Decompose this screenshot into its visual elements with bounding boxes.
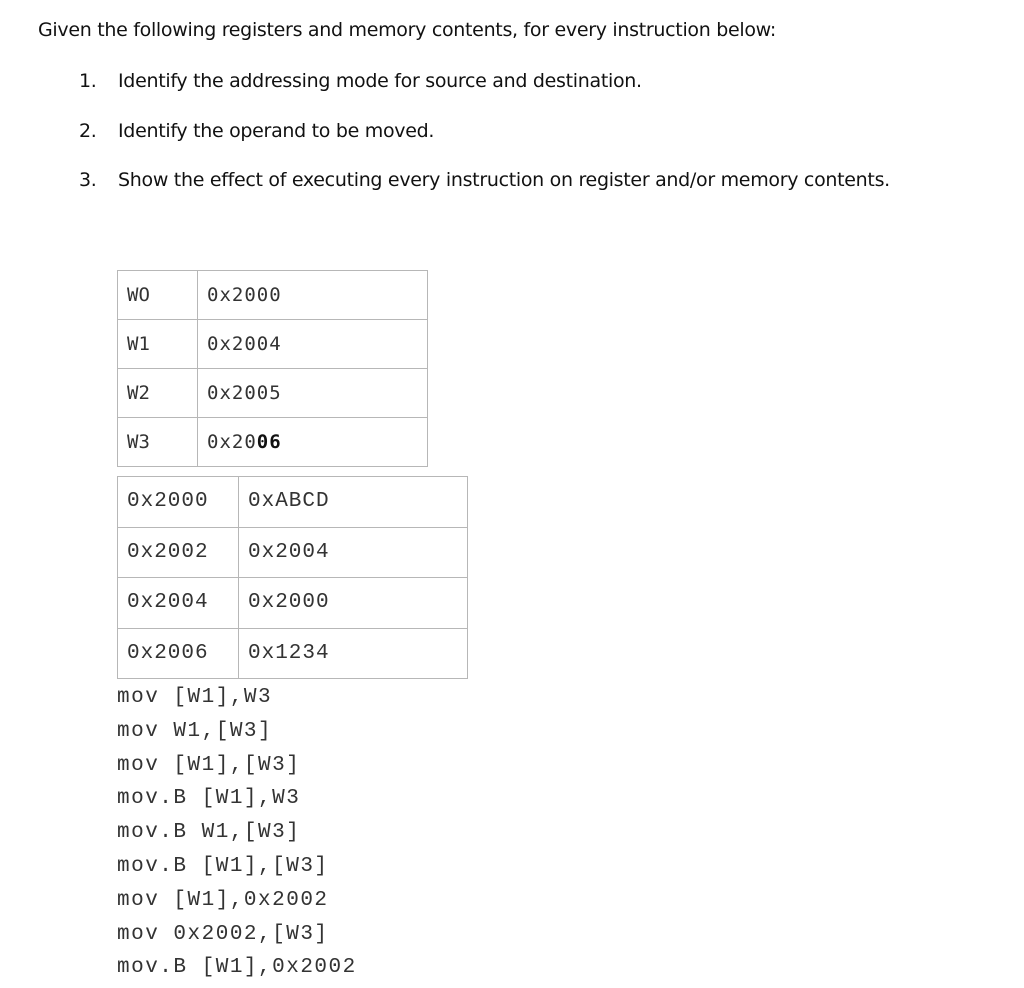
step-text: Show the effect of executing every instruction on register and/or memory contents. xyxy=(118,169,890,191)
instruction-line: mov [W1],0x2002 xyxy=(117,888,329,912)
register-value-prefix: 0x20 xyxy=(207,431,257,453)
register-value-bold: 06 xyxy=(256,431,282,453)
step-number: 2. xyxy=(79,119,97,142)
memory-row xyxy=(118,578,468,629)
instruction-line: mov W1,[W3] xyxy=(117,719,273,743)
memory-row xyxy=(118,628,468,679)
instruction-line: mov.B W1,[W3] xyxy=(117,821,301,845)
instruction-line: mov.B [W1],[W3] xyxy=(117,854,329,878)
step-number: 3. xyxy=(79,169,97,191)
register-row xyxy=(118,271,428,320)
memory-address: 0x2004 xyxy=(118,578,239,629)
step-item xyxy=(79,169,890,219)
instruction-line: mov.B [W1],0x2002 xyxy=(117,956,357,980)
register-table xyxy=(117,270,428,467)
memory-value: 0x2000 xyxy=(239,578,468,629)
register-value: 0x2000 xyxy=(198,271,428,320)
memory-address: 0x2006 xyxy=(118,628,239,679)
register-value xyxy=(198,418,428,467)
memory-row xyxy=(118,477,468,528)
memory-value: 0xABCD xyxy=(239,477,468,528)
steps-list xyxy=(79,70,890,219)
instruction-line: mov 0x2002,[W3] xyxy=(117,922,329,946)
instruction-line: mov [W1],[W3] xyxy=(117,753,301,777)
register-value: 0x2005 xyxy=(198,369,428,418)
register-row xyxy=(118,418,428,467)
memory-row xyxy=(118,527,468,578)
register-value: 0x2004 xyxy=(198,320,428,369)
memory-table xyxy=(117,476,468,679)
instruction-list xyxy=(117,681,357,985)
instruction-line: mov [W1],W3 xyxy=(117,686,273,709)
instruction-line: mov.B [W1],W3 xyxy=(117,787,301,811)
step-text: Identify the addressing mode for source and destination. xyxy=(118,70,642,92)
register-name: W3 xyxy=(118,418,198,467)
intro-text: Given the following registers and memory contents, for every instruction below: xyxy=(38,19,776,41)
memory-address: 0x2000 xyxy=(118,477,239,528)
register-row xyxy=(118,369,428,418)
register-name: W1 xyxy=(118,320,198,369)
memory-value: 0x2004 xyxy=(239,527,468,578)
step-text: Identify the operand to be moved. xyxy=(118,119,435,142)
step-item xyxy=(79,120,890,170)
memory-address: 0x2002 xyxy=(118,527,239,578)
step-item xyxy=(79,70,890,120)
register-row xyxy=(118,320,428,369)
step-number: 1. xyxy=(79,70,97,92)
register-name: WO xyxy=(118,271,198,320)
memory-value: 0x1234 xyxy=(239,628,468,679)
register-name: W2 xyxy=(118,369,198,418)
